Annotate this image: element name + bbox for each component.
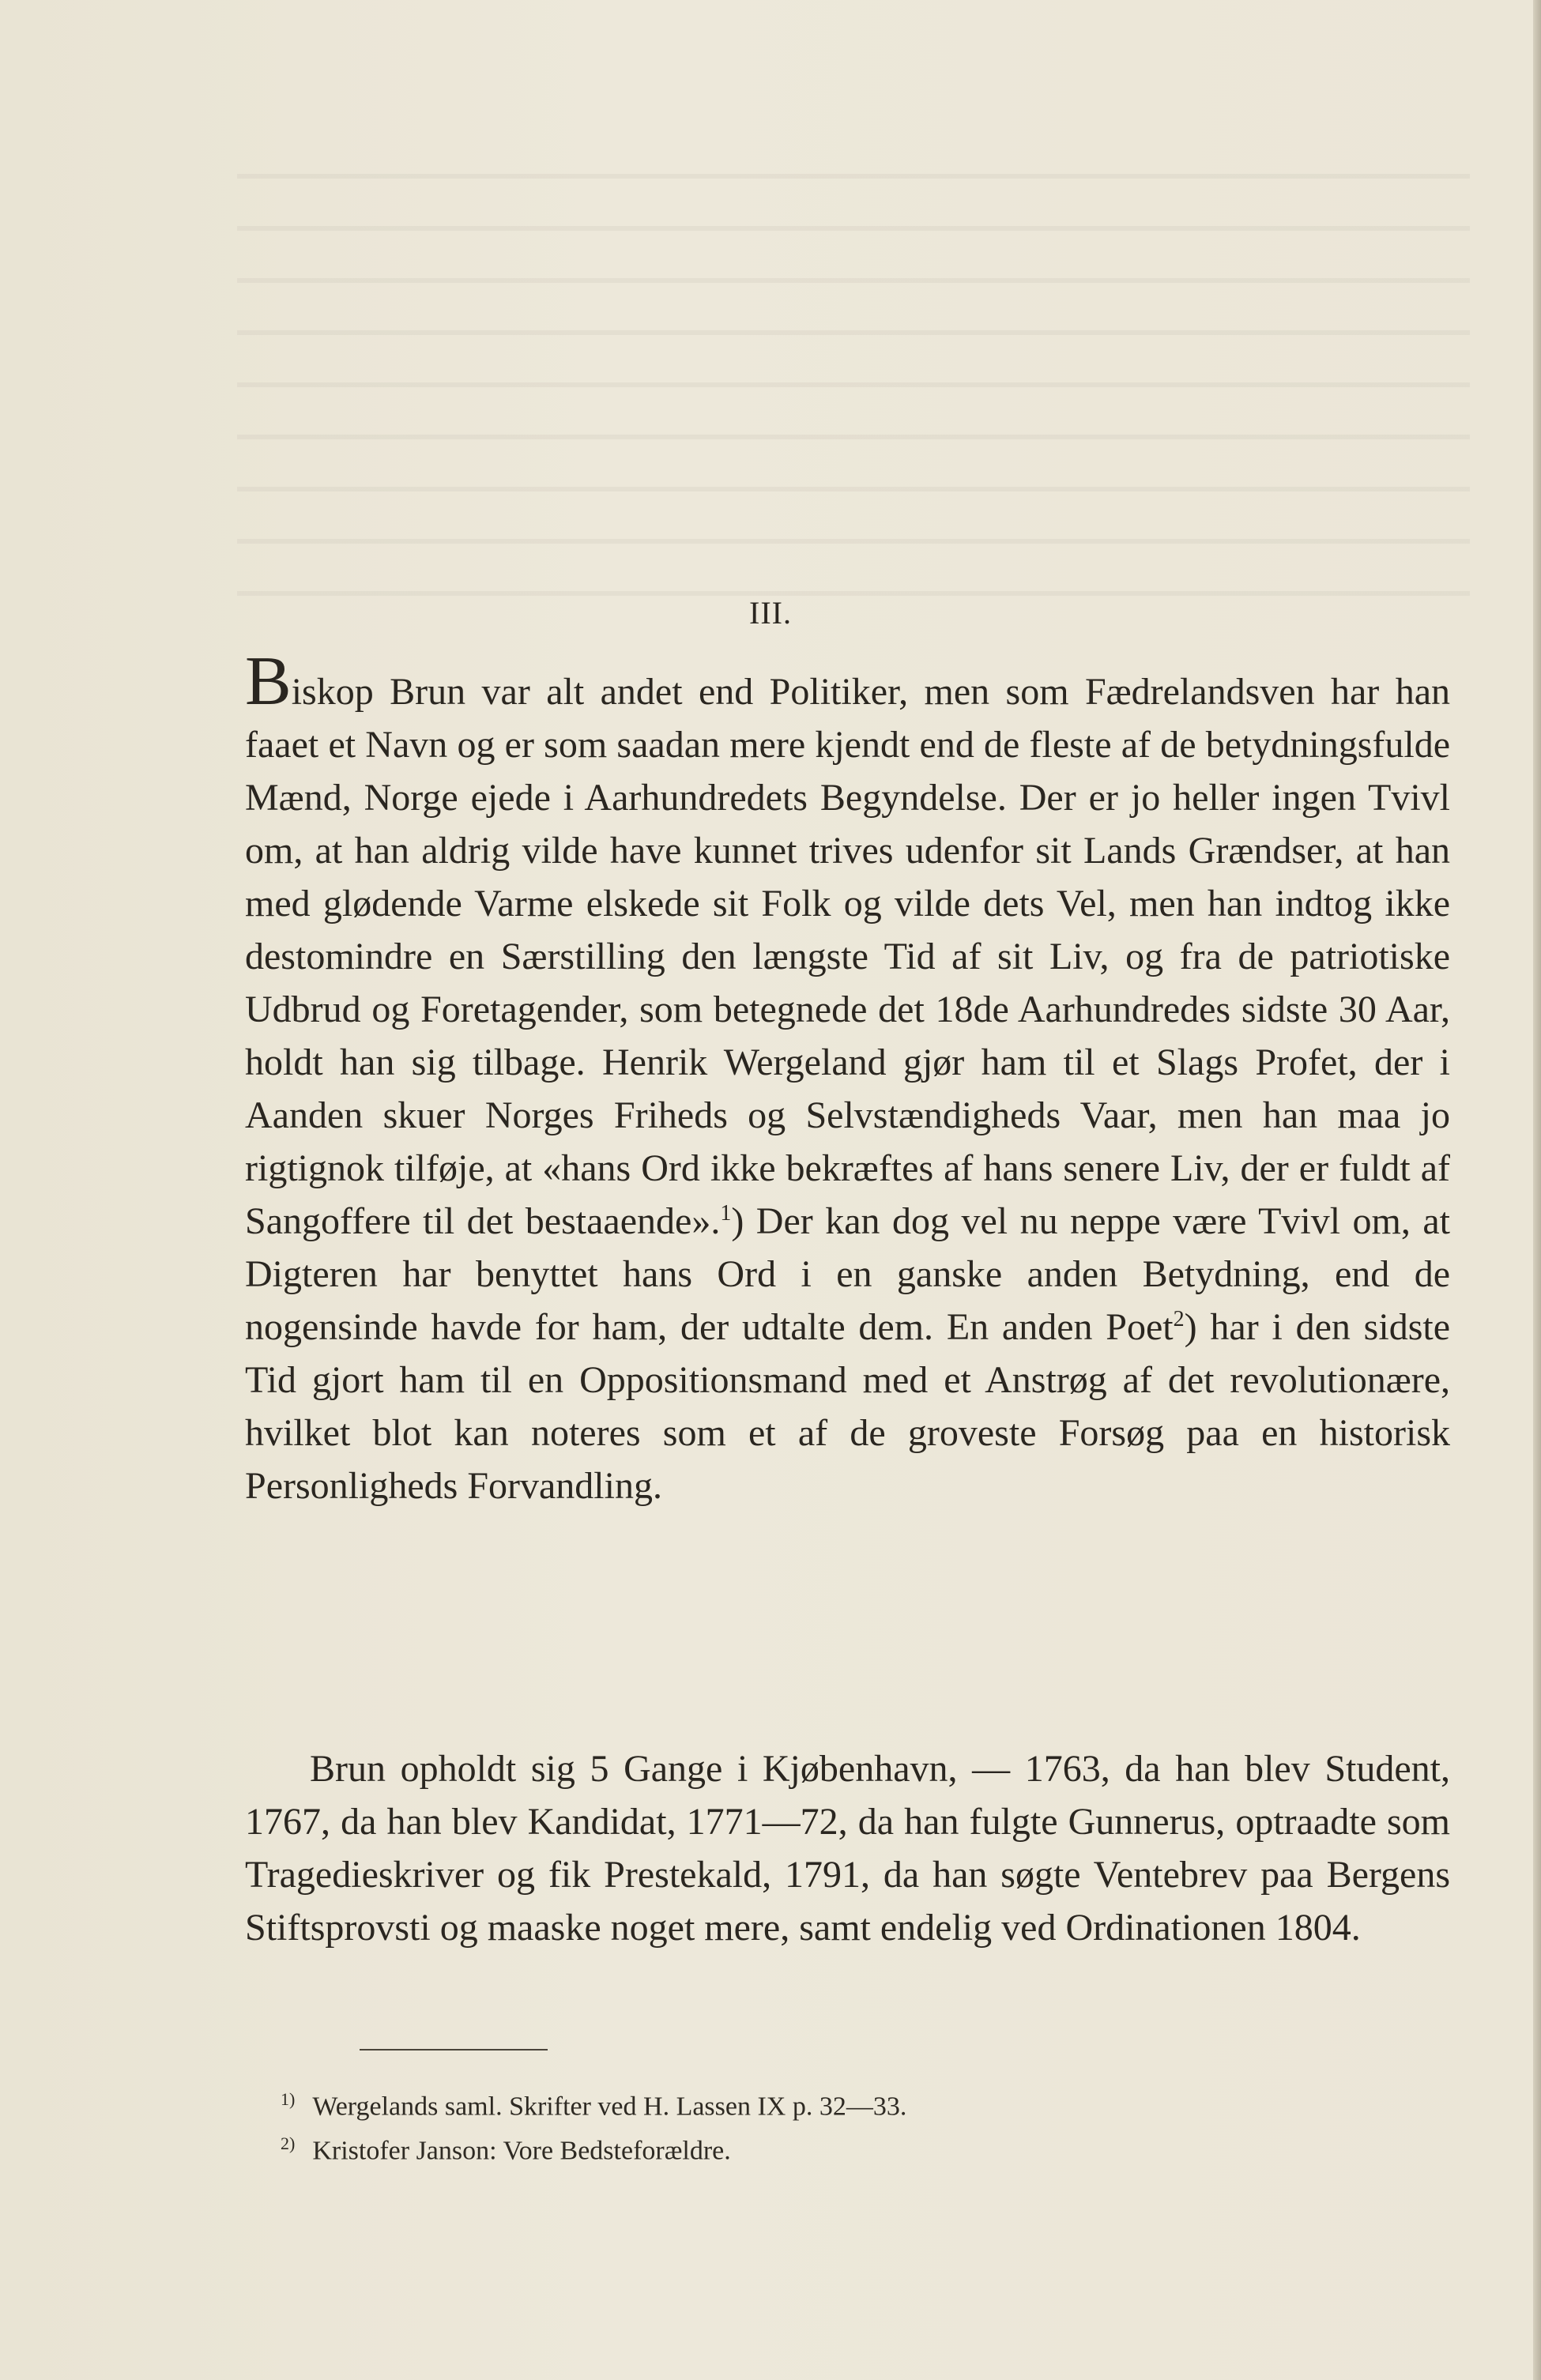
footnote-1-text: Wergelands saml. Skrifter ved H. Lassen IX p. 32—33. (312, 2092, 907, 2122)
paragraph-1-text-2: ) Der kan dog vel nu neppe være Tvivl om, at Digteren har benyttet hans Ord i en ganske anden Betydning, end de nogensinde havde for ham, der udtalte dem. En anden Poet (245, 1200, 1450, 1348)
footnote-divider (360, 2049, 548, 2050)
footnote-2-text: Kristofer Janson: Vore Bedsteforældre. (312, 2136, 731, 2166)
footnote-2 (281, 2128, 731, 2167)
paragraph-1 (245, 643, 1451, 1512)
paragraph-2: Brun opholdt sig 5 Gange i Kjøbenhavn, — 1763, da han blev Student, 1767, da han blev Kandidat, 1771—72, da han fulgte Gunnerus, optraadte som Tragedieskriver og fik Prestekald, 1791, da han søgte Ventebrev paa Bergens Stiftsprovsti og maaske noget mere, samt endelig ved Ordinationen 1804. (245, 1748, 1450, 1949)
footnote-1-mark: 1) (281, 2089, 296, 2109)
chapter-heading: III. (749, 595, 792, 631)
footnote-1 (281, 2084, 906, 2122)
footnote-2-mark: 2) (281, 2133, 296, 2153)
paragraph-1-text-3: ) har i den sidste Tid gjort ham til en Oppositionsmand med et Anstrøg af det revolutionære, hvilket blot kan noteres som et af de groveste Forsøg paa en historisk Personligheds Forvandling. (245, 1306, 1451, 1507)
page-edge (1533, 0, 1541, 2380)
drop-cap: B (245, 643, 292, 720)
footnote-ref-1: 1 (720, 1201, 732, 1226)
footnote-ref-2: 2 (1173, 1307, 1185, 1331)
show-through-text (237, 142, 1470, 632)
paragraph-1-text: iskop Brun var alt andet end Politiker, men som Fædrelandsven har han faaet et Navn og er som saadan mere kjendt end de fleste af de betydningsfulde Mænd, Norge ejede i Aarhundredets Begyndelse. Der er jo heller ingen Tvivl om, at han aldrig vilde have kunnet trives udenfor sit Lands Grændser, at han med glødende Varme elskede sit Folk og vilde dets Vel, men han indtog ikke destomindre en Særstilling den længste Tid af sit Liv, og fra de patriotiske Udbrud og Foretagender, som betegnede det 18de Aarhundredes sidste 30 Aar, holdt han sig tilbage. Henrik Wergeland gjør ham til et Slags Profet, der i Aanden skuer Norges Friheds og Selvstændigheds Vaar, men han maa jo rigtignok tilføje, at «hans Ord ikke bekræftes af hans senere Liv, der er fuldt af Sangoffere til det bestaaende». (245, 671, 1450, 1242)
